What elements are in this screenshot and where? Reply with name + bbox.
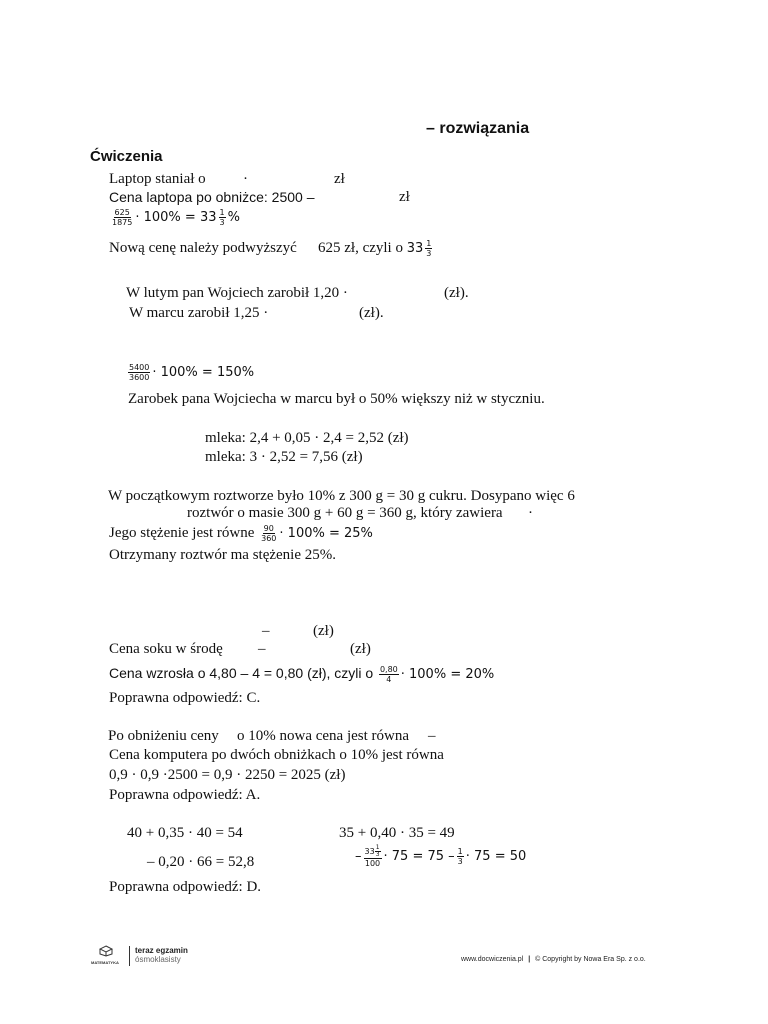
ex4-line1: W początkowym roztworze było 10% z 300 g = 30 g cukru. Dosypano więc 6 [108,488,575,504]
ex7-line3: Poprawna odpowiedź: D. [109,879,262,895]
ex1-text: Laptop staniał o [109,171,206,187]
copyright: © Copyright by Nowa Era Sp. z o.o. [535,956,646,963]
ex2-line2: W marcu zarobił 1,25 · [129,305,269,321]
ex5-line2-unit: (zł) [350,641,371,657]
footer-link[interactable] [461,956,646,963]
ex6-line4: Poprawna odpowiedź: A. [109,787,261,803]
ex4-line2-dot: · [528,505,533,521]
section-heading: Ćwiczenia [90,148,163,165]
ex2-line1: W lutym pan Wojciech zarobił 1,20 · [126,285,348,301]
ex5-line1-unit: (zł) [313,623,334,639]
fraction: 33 $\frac{1}{3}$ 100 [364,844,381,868]
ex1-dot: · [243,171,248,187]
ex1-line2: Cena laptopa po obniżce: 2500 – [109,189,315,205]
fraction: $\frac{1}{3}$ [219,208,225,227]
ex5-line1-dash: – [262,623,270,639]
ex1-line1 [109,170,206,188]
ex6-line3: 0,9 · 0,9 ·2500 = 0,9 · 2250 = 2025 (zł) [109,767,346,783]
ex1-line3: $\frac{625}{1875}$ · 100% = 33 $\frac{1}{3}$ % [112,208,240,227]
footer-logo [91,945,121,967]
ex7-line1b: 35 + 0,40 · 35 = 49 [339,825,455,841]
ex1-unit: zł [334,171,345,187]
ex1-line4b: 625 zł, czyli o 33 $\frac{1}{3}$ [318,239,432,259]
ex6-line2: Cena komputera po dwóch obniżkach o 10% jest równa [109,747,444,763]
fraction: $\frac{1}{3}$ [426,239,432,259]
ex4-line3: Jego stężenie jest równe $\frac{90}{360}$ · 100% = 25% [109,524,373,544]
ex3-line1: mleka: 2,4 + 0,05 · 2,4 = 2,52 (zł) [205,430,409,446]
ex6-line1-dash: – [428,728,436,744]
ex2-line4: Zarobek pana Wojciecha w marcu był o 50% większy niż w styczniu. [128,391,545,407]
ex5-line2-dash: – [258,641,266,657]
ex2-line1-unit: (zł). [444,285,469,301]
page-title: – rozwiązania [426,120,530,137]
brand-line2: ósmoklasisty [135,955,181,964]
fraction: $\frac{0,80}{4}$ [379,665,398,685]
ex4-line2: roztwór o masie 300 g + 60 g = 360 g, który zawiera [187,505,503,521]
ex4-line4: Otrzymany roztwór ma stężenie 25%. [109,547,336,563]
fraction: $\frac{90}{360}$ [261,524,277,544]
ex2-line2-unit: (zł). [359,305,384,321]
ex5-line2: Cena soku w środę [109,641,223,657]
ex6-line1: Po obniżeniu ceny [108,728,219,744]
fraction: $\frac{5400}{3600}$ [129,363,150,382]
ex7-line2a: – 0,20 · 66 = 52,8 [147,854,255,870]
ex5-line4: Poprawna odpowiedź: C. [109,690,261,706]
site-link[interactable]: www.docwiczenia.pl [461,956,524,963]
fraction: $\frac{1}{3}$ [375,844,380,858]
fraction: $\frac{625}{1875}$ [112,208,133,227]
cube-icon [99,945,113,957]
ex7-line2b: – 33 $\frac{1}{3}$ 100 · 75 = 75 – $\frac{1}{3}$ · 75 = 50 [355,844,527,868]
ex1-line2-unit: zł [399,189,410,205]
footer-divider [129,946,130,966]
brand-line1: teraz egzamin [135,946,188,955]
logo-label: MATEMATYKA [91,960,119,965]
ex5-line3: Cena wzrosła o 4,80 – 4 = 0,80 (zł), czyli o $\frac{0,80}{4}$ · 100% = 20% [109,665,495,685]
ex2-line3: $\frac{5400}{3600}$ · 100% = 150% [129,363,255,382]
ex1-line4: Nową cenę należy podwyższyć [109,240,297,256]
ex3-line2: mleka: 3 · 2,52 = 7,56 (zł) [205,449,363,465]
ex7-line1a: 40 + 0,35 · 40 = 54 [127,825,243,841]
fraction: $\frac{1}{3}$ [457,847,463,866]
ex6-line1b: o 10% nowa cena jest równa [237,728,410,744]
footer-separator: | [528,956,531,963]
